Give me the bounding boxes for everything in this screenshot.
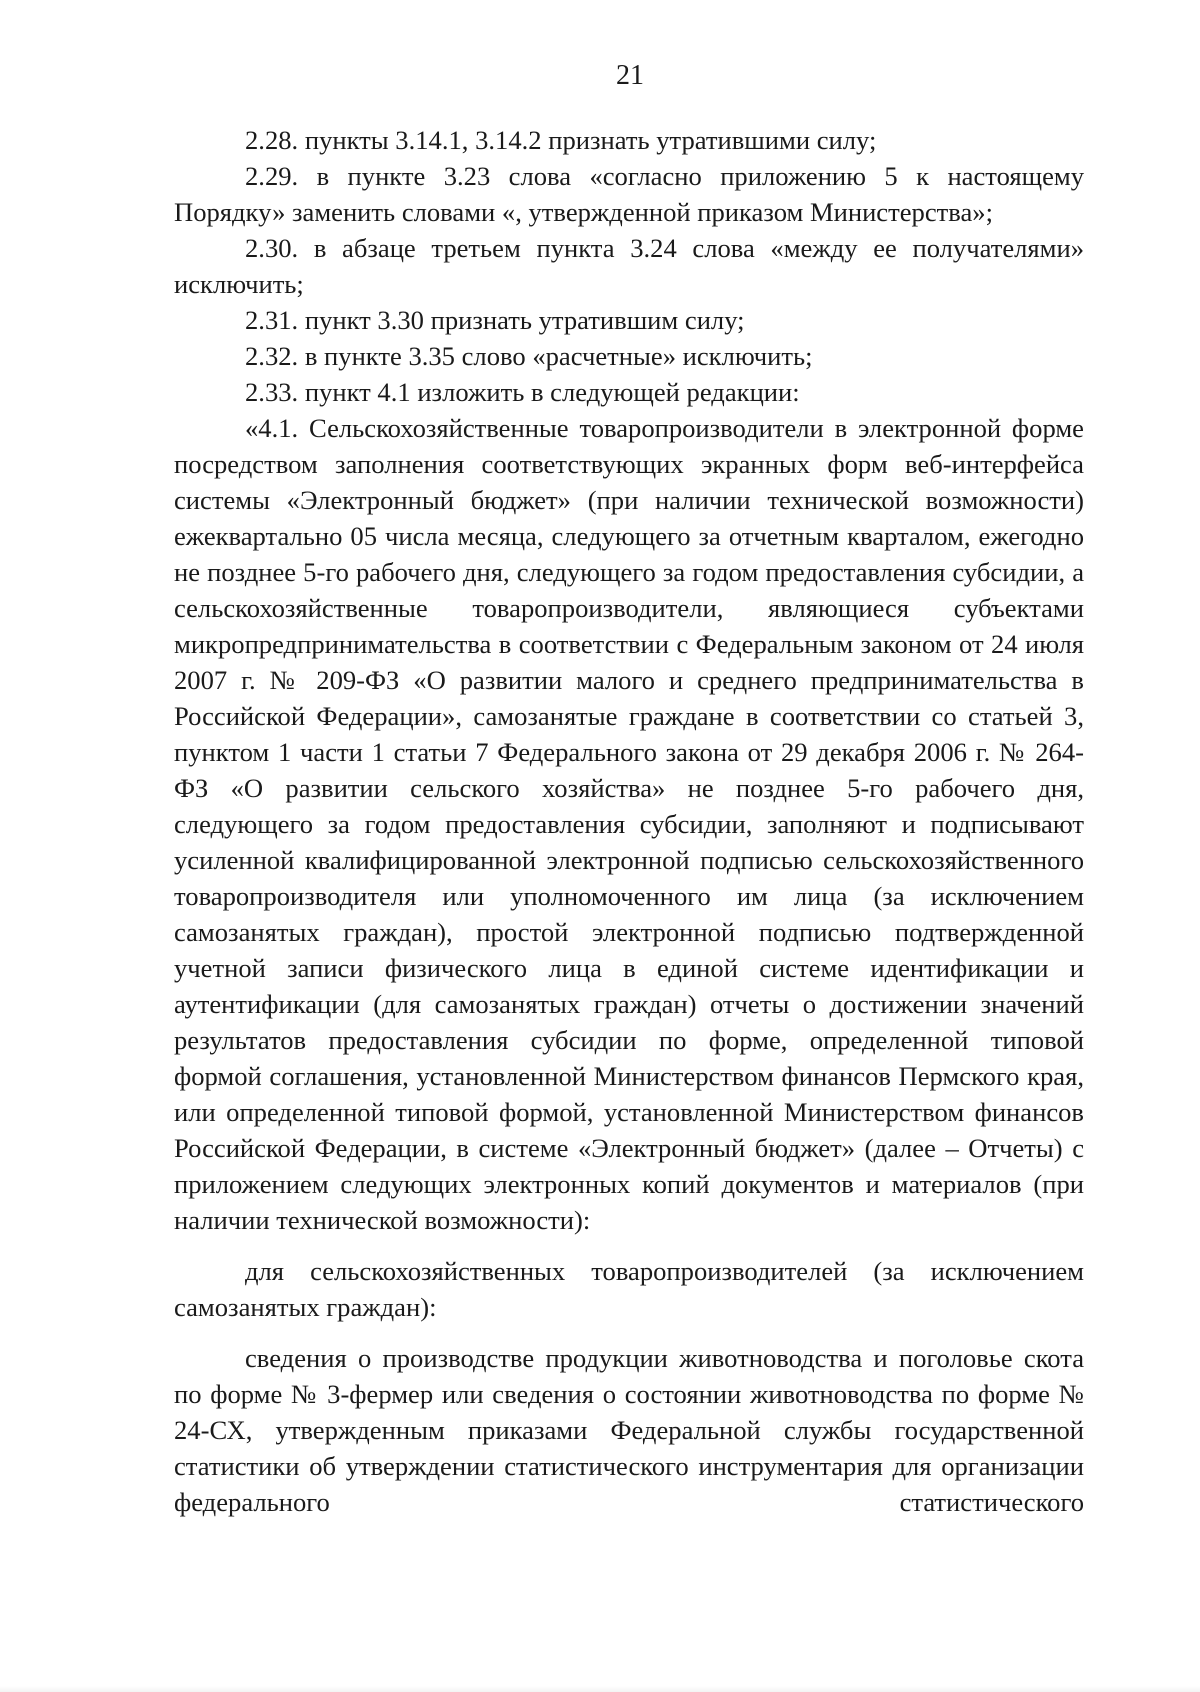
paragraph-2-31: 2.31. пункт 3.30 признать утратившим силу;	[245, 305, 745, 335]
paragraph-4-1: «4.1. Сельскохозяйственные товаропроизводители в электронной форме посредством заполнения соответствующих экранных форм веб-интерфейса системы «Электронный бюджет» (при наличии технической возможности) ежеквартально 05 числа месяца, следующего за отчетным кварталом, ежегодно не позднее 5-го рабочего дня, следующего за годом предоставления субсидии, а сельскохозяйственные товаропроизводители, являющиеся субъектами микропредпринимательства в соответствии с Федеральным законом от 24 июля 2007 г. № 209-ФЗ «О развитии малого и среднего предпринимательства в Российской Федерации», самозанятые граждане в соответствии со статьей 3, пунктом 1 части 1 статьи 7 Федерального закона от 29 декабря 2006 г. № 264-ФЗ «О развитии сельского хозяйства» не позднее 5-го рабочего дня, следующего за годом предоставления субсидии, заполняют и подписывают усиленной квалифицированной электронной подписью сельскохозяйственного товаропроизводителя или уполномоченного им лица (за исключением самозанятых граждан), простой электронной подписью подтвержденной учетной записи физического лица в единой системе идентификации и аутентификации (для самозанятых граждан) отчеты о достижении значений результатов предоставления субсидии по форме, определенной типовой формой соглашения, установленной Министерством финансов Пермского края, или определенной типовой формой, установленной Министерством финансов Российской Федерации, в системе «Электронный бюджет» (далее – Отчеты) с приложением следующих электронных копий документов и материалов (при наличии технической возможности):	[174, 413, 1084, 1235]
paragraph-2-32: 2.32. в пункте 3.35 слово «расчетные» исключить;	[245, 341, 813, 371]
page-number: 21	[616, 60, 644, 91]
paragraph-2-30: 2.30. в абзаце третьем пункта 3.24 слова «между ее получателями» исключить;	[174, 233, 1084, 299]
paragraph-2-28: 2.28. пункты 3.14.1, 3.14.2 признать утратившими силу;	[245, 125, 877, 155]
paragraph-livestock-info: сведения о производстве продукции животноводства и поголовье скота по форме № 3-фермер или сведения о состоянии животноводства по форме № 24-СХ, утвержденным приказами Федеральной службы государственной статистики об утверждении статистического инструментария для организации федерального статистического	[174, 1343, 1084, 1517]
document-body	[174, 122, 1084, 1520]
paragraph-producers: для сельскохозяйственных товаропроизводителей (за исключением самозанятых граждан):	[174, 1256, 1084, 1322]
scan-edge	[0, 1686, 1200, 1692]
paragraph-2-29: 2.29. в пункте 3.23 слова «согласно приложению 5 к настоящему Порядку» заменить словами «, утвержденной приказом Министерства»;	[174, 161, 1084, 227]
paragraph-2-33: 2.33. пункт 4.1 изложить в следующей редакции:	[245, 377, 800, 407]
